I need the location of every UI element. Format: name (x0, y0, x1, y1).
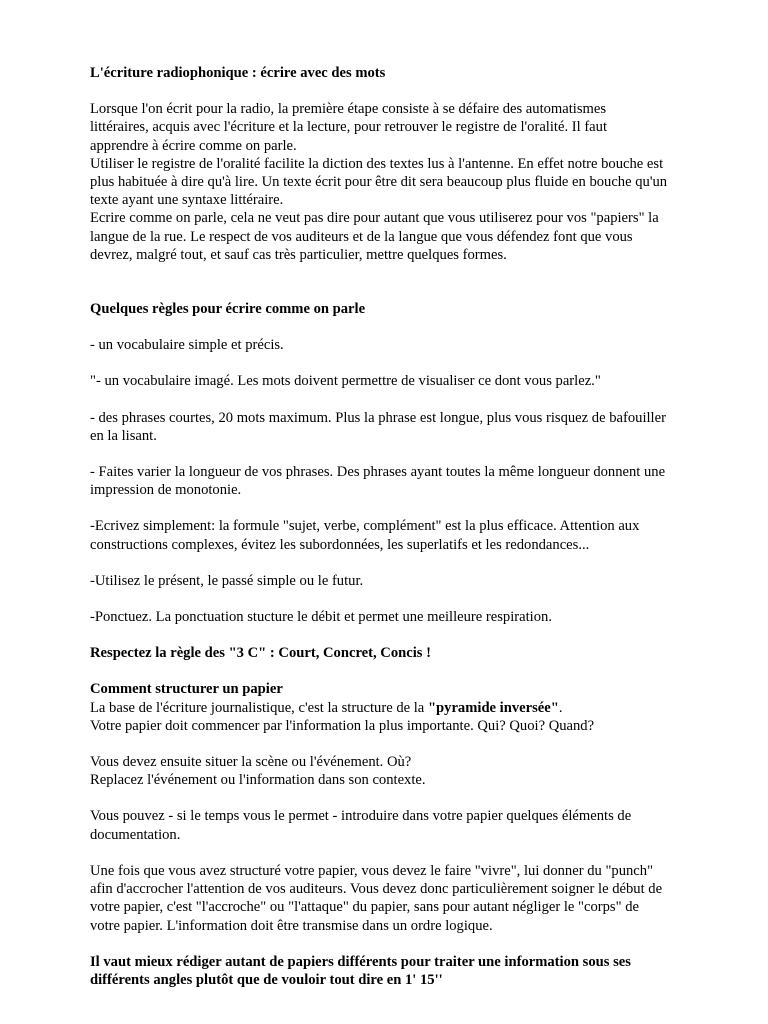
conclusion-paragraph: Il vaut mieux rédiger autant de papiers différents pour traiter une information sous ses différents angles plutôt que de vouloir tout dire en 1' 15'' (90, 953, 631, 988)
rule-item-7: -Ponctuez. La ponctuation stucture le débit et permet une meilleure respiration. (90, 609, 552, 626)
three-c-rule: Respectez la règle des "3 C" : Court, Concret, Concis ! (90, 645, 431, 662)
rule-item-3: - des phrases courtes, 20 mots maximum. Plus la phrase est longue, plus vous risquez de bafouiller en la lisant. (90, 409, 666, 444)
documentation-paragraph: Vous pouvez - si le temps vous le permet - introduire dans votre papier quelques éléments de documentation. (90, 808, 632, 843)
rule-item-5: -Ecrivez simplement: la formule "sujet, verbe, complément" est la plus efficace. Attention aux constructions complexes, évitez les subordonnées, les superlatifs et les redondances... (90, 518, 640, 553)
intro-paragraph-2: Utiliser le registre de l'oralité facilite la diction des textes lus à l'antenne. En effet notre bouche est plus habituée à dire qu'à lire. Un texte écrit pour être dit sera beaucoup plus fluide en bouche qu'un texte ayant une syntaxe littéraire. (90, 155, 668, 209)
rule-item-6: -Utilisez le présent, le passé simple ou le futur. (90, 572, 364, 589)
structure-line-1-end: . (558, 699, 563, 716)
intro-paragraph-3: Ecrire comme on parle, cela ne veut pas dire pour autant que vous utiliserez pour vos "papiers" la langue de la rue. Le respect de vos auditeurs et de la langue que vous défendez font que vous devrez, malgré tout, et sauf cas très particulier, mettre quelques formes. (90, 210, 659, 263)
rule-item-4: - Faites varier la longueur de vos phrases. Des phrases ayant toutes la même longueur donnent une impression de monotonie. (90, 464, 666, 499)
structure-line-1 (90, 699, 720, 717)
intro-paragraph-1: Lorsque l'on écrit pour la radio, la première étape consiste à se défaire des automatismes littéraires, acquis avec l'écriture et la lecture, pour retrouver le registre de l'oralité. Il faut apprendre à écrire comme on parle. (90, 101, 608, 154)
rules-heading: Quelques règles pour écrire comme on parle (90, 301, 366, 318)
structure-heading: Comment structurer un papier (90, 681, 283, 698)
document-page (90, 64, 720, 989)
pyramide-inversee-term: "pyramide inversée" (427, 699, 559, 716)
rule-item-1: - un vocabulaire simple et précis. (90, 337, 284, 354)
structure-line-2: Votre papier doit commencer par l'information la plus importante. Qui? Quoi? Quand? (90, 717, 595, 734)
rule-item-2: "- un vocabulaire imagé. Les mots doivent permettre de visualiser ce dont vous parlez." (90, 373, 601, 390)
situer-paragraph: Vous devez ensuite situer la scène ou l'événement. Où? Replacez l'événement ou l'information dans son contexte. (90, 754, 426, 789)
structure-line-1-text: La base de l'écriture journalistique, c'est la structure de la (90, 699, 428, 716)
document-title: L'écriture radiophonique : écrire avec des mots (90, 65, 386, 81)
punch-paragraph: Une fois que vous avez structuré votre papier, vous devez le faire "vivre", lui donner du "punch" afin d'accrocher l'attention de vos auditeurs. Vous devez donc particulièrement soigner le début de votre papier, c'est "l'accroche" ou "l'attaque" du papier, sans pour autant négliger le "corps" de votre papier. L'information doit être transmise dans un ordre logique. (90, 862, 663, 934)
